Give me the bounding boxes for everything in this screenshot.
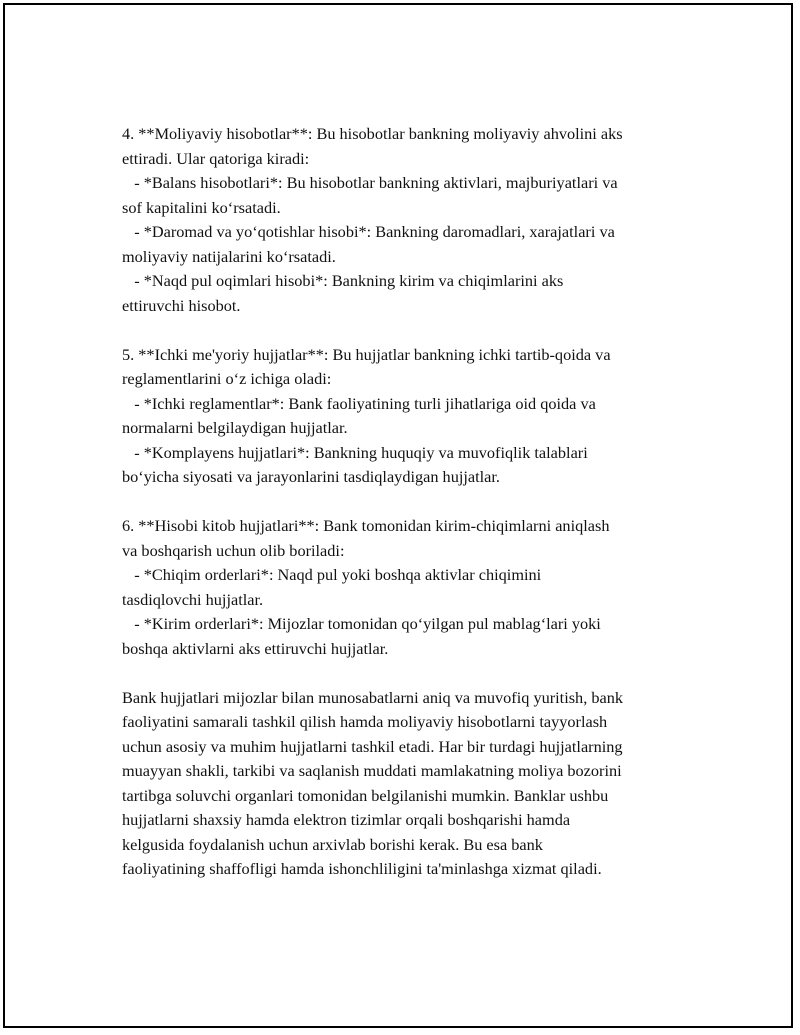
text-line: ettiradi. Ular qatoriga kiradi: xyxy=(122,148,310,168)
text-line: muayyan shakli, tarkibi va saqlanish muddati mamlakatning moliya bozorini xyxy=(122,761,622,780)
text-line: va boshqarish uchun olib boriladi: xyxy=(122,540,345,560)
text-line: - *Ichki reglamentlar*: Bank faoliyatining turli jihatlariga oid qoida va xyxy=(122,393,596,413)
text-line: hujjatlarni shaxsiy hamda elektron tizimlar orqali boshqarishi hamda xyxy=(122,810,571,829)
text-line: 5. **Ichki me'yoriy hujjatlar**: Bu hujjatlar bankning ichki tartib-qoida va xyxy=(122,344,611,364)
text-line: - *Naqd pul oqimlari hisobi*: Bankning kirim va chiqimlarini aks xyxy=(122,271,564,290)
text-line: normalarni belgilaydigan hujjatlar. xyxy=(122,418,348,437)
text-line: 6. **Hisobi kitob hujjatlari**: Bank tomonidan kirim-chiqimlarni aniqlash xyxy=(122,516,610,535)
text-line: Bank hujjatlari mijozlar bilan munosabatlarni aniq va muvofiq yuritish, bank xyxy=(122,687,623,707)
text-line: - *Chiqim orderlari*: Naqd pul yoki boshqa aktivlar chiqimini xyxy=(122,565,542,584)
text-line: bo‘yicha siyosati va jarayonlarini tasdiqlaydigan hujjatlar. xyxy=(122,467,500,486)
text-line: faoliyatini samarali tashkil qilish hamda moliyaviy hisobotlarni tayyorlash xyxy=(122,712,608,731)
document-body xyxy=(122,122,702,882)
text-line: 4. **Moliyaviy hisobotlar**: Bu hisobotlar bankning moliyaviy ahvolini aks xyxy=(122,124,623,143)
text-line: kelgusida foydalanish uchun arxivlab borishi kerak. Bu esa bank xyxy=(122,834,543,854)
text-line: uchun asosiy va muhim hujjatlarni tashkil etadi. Har bir turdagi hujjatlarning xyxy=(122,736,623,756)
page-frame xyxy=(3,3,793,1028)
text-line: reglamentlarini o‘z ichiga oladi: xyxy=(122,369,332,388)
text-line: - *Komplayens hujjatlari*: Bankning huquqiy va muvofiqlik talablari xyxy=(122,442,588,462)
text-line: - *Daromad va yo‘qotishlar hisobi*: Bankning daromadlari, xarajatlari va xyxy=(122,222,615,241)
text-line: sof kapitalini ko‘rsatadi. xyxy=(122,197,281,217)
text-line: faoliyatining shaffofligi hamda ishonchliligini ta'minlashga xizmat qiladi. xyxy=(122,859,602,878)
paragraph-gap xyxy=(122,490,702,515)
paragraph-gap xyxy=(122,318,702,343)
text-line: tasdiqlovchi hujjatlar. xyxy=(122,589,264,609)
text-line: - *Balans hisobotlari*: Bu hisobotlar bankning aktivlari, majburiyatlari va xyxy=(122,173,618,192)
text-line: - *Kirim orderlari*: Mijozlar tomonidan qo‘yilgan pul mablag‘lari yoki xyxy=(122,614,601,633)
text-line: moliyaviy natijalarini ko‘rsatadi. xyxy=(122,246,336,266)
text-line: ettiruvchi hisobot. xyxy=(122,295,241,315)
text-line: tartibga soluvchi organlari tomonidan belgilanishi mumkin. Banklar ushbu xyxy=(122,785,609,805)
paragraph-gap xyxy=(122,661,702,686)
text-line: boshqa aktivlarni aks ettiruvchi hujjatlar. xyxy=(122,638,389,658)
